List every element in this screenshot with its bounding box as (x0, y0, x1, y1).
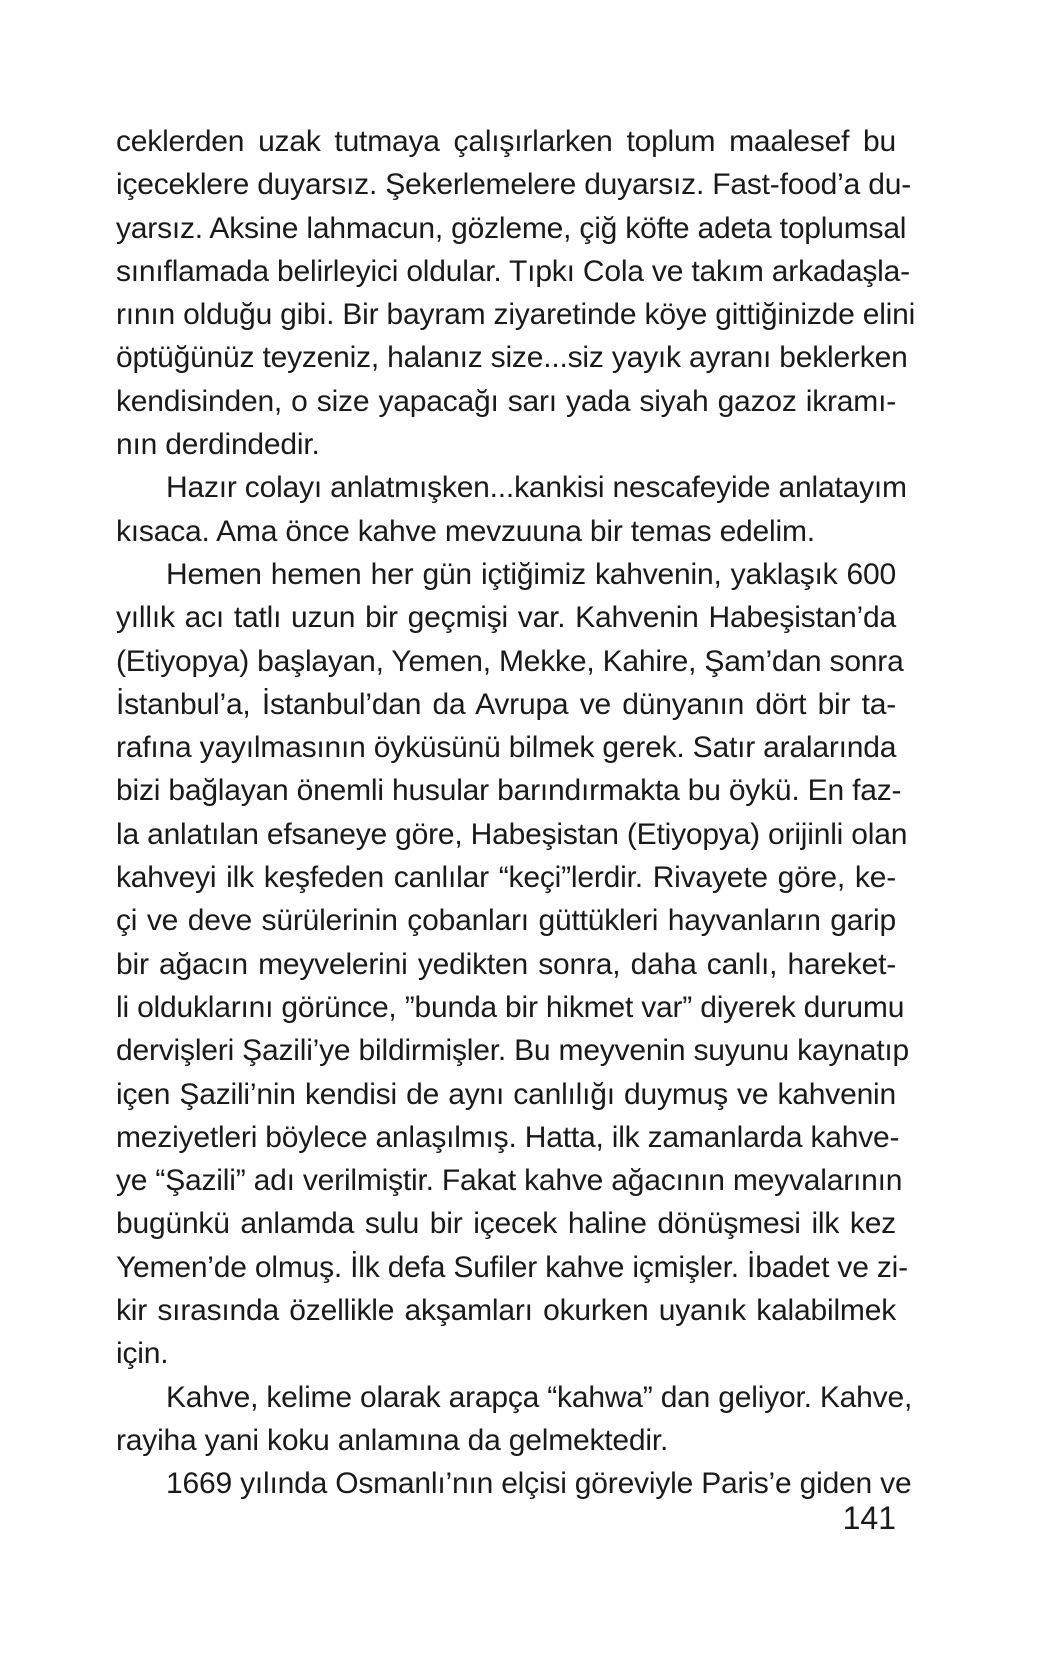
text-line: Kahve, kelime olarak arapça “kahwa” dan geliyor. Kahve, (166, 1380, 913, 1414)
text-line: bir ağacın meyvelerini yedikten sonra, daha canlı, hareket- (116, 947, 896, 981)
text-line: sınıflamada belirleyici oldular. Tıpkı Cola ve takım arkadaşla- (116, 254, 910, 288)
text-line: kısaca. Ama önce kahve mevzuuna bir temas edelim. (116, 514, 815, 548)
text-line: (Etiyopya) başlayan, Yemen, Mekke, Kahire, Şam’dan sonra (116, 644, 904, 678)
text-line: rının olduğu gibi. Bir bayram ziyaretinde köye gittiğinizde elini (116, 298, 916, 332)
text-line: kahveyi ilk keşfeden canlılar “keçi”lerdir. Rivayete göre, ke- (116, 861, 896, 895)
text-line: bugünkü anlamda sulu bir içecek haline dönüşmesi ilk kez (116, 1207, 896, 1241)
text-line: kir sırasında özellikle akşamları okurken uyanık kalabilmek (116, 1294, 896, 1328)
text-line: öptüğünüz teyzeniz, halanız size...siz yayık ayranı beklerken (116, 341, 908, 375)
text-line: rafına yayılmasının öyküsünü bilmek gerek. Satır aralarında (116, 731, 897, 765)
text-line: içeceklere duyarsız. Şekerlemelere duyarsız. Fast-food’a du- (116, 168, 912, 202)
text-line: çi ve deve sürülerinin çobanları güttükleri hayvanların garip (116, 904, 896, 938)
text-line: nın derdindedir. (116, 428, 320, 462)
text-line: rayiha yani koku anlamına da gelmektedir. (116, 1423, 669, 1457)
text-line: li olduklarını görünce, ”bunda bir hikmet var” diyerek durumu (116, 990, 905, 1024)
text-line: Yemen’de olmuş. İlk defa Sufiler kahve içmişler. İbadet ve zi- (116, 1250, 908, 1284)
text-line: İstanbul’a, İstanbul’dan da Avrupa ve dünyanın dört bir ta- (116, 687, 896, 721)
text-line: 1669 yılında Osmanlı’nın elçisi göreviyle Paris’e giden ve (166, 1467, 912, 1501)
page-text-body (116, 120, 916, 1506)
text-line: içen Şazili’nin kendisi de aynı canlılığı duymuş ve kahvenin (116, 1077, 896, 1111)
text-line: la anlatılan efsaneye göre, Habeşistan (Etiyopya) orijinli olan (116, 817, 908, 851)
text-line: Hemen hemen her gün içtiğimiz kahvenin, yaklaşık 600 (166, 557, 896, 591)
text-line: yarsız. Aksine lahmacun, gözleme, çiğ köfte adeta toplumsal (116, 211, 907, 245)
text-line: için. (116, 1337, 169, 1371)
text-line: ye “Şazili” adı verilmiştir. Fakat kahve ağacının meyvalarının (116, 1164, 903, 1198)
text-line: kendisinden, o size yapacağı sarı yada siyah gazoz ikramı- (116, 384, 896, 418)
text-line: ceklerden uzak tutmaya çalışırlarken toplum maalesef bu (116, 125, 896, 158)
text-line: Hazır colayı anlatmışken...kankisi nescafeyide anlatayım (166, 471, 907, 505)
page-number: 141 (842, 1500, 896, 1536)
text-line: dervişleri Şazili’ye bildirmişler. Bu meyvenin suyunu kaynatıp (116, 1034, 909, 1068)
text-line: bizi bağlayan önemli husular barındırmakta bu öykü. En faz- (116, 774, 902, 808)
text-line: yıllık acı tatlı uzun bir geçmişi var. Kahvenin Habeşistan’da (116, 601, 896, 635)
text-line: meziyetleri böylece anlaşılmış. Hatta, ilk zamanlarda kahve- (116, 1120, 900, 1154)
